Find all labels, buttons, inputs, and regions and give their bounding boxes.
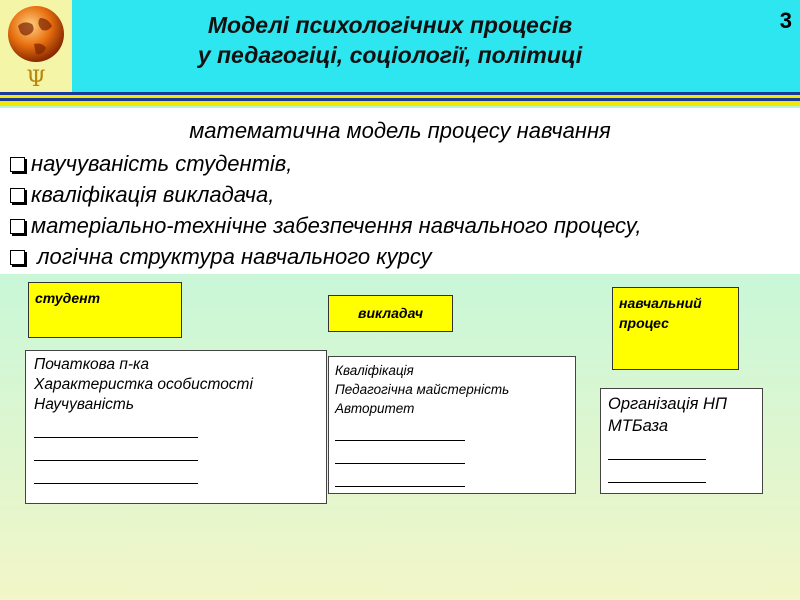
process-label-line-1: навчальний — [619, 295, 702, 311]
list-item-text: матеріально-технічне забезпечення навчального процесу, — [31, 213, 642, 238]
blank-line — [34, 483, 198, 484]
checkbox-bullet-icon — [10, 157, 25, 172]
teacher-label: викладач — [357, 305, 424, 321]
checkbox-bullet-icon — [10, 188, 25, 203]
process-details-box — [600, 388, 763, 494]
list-item-text: научуваність студентів, — [31, 151, 293, 176]
learning-process-box — [612, 287, 739, 370]
page-title — [100, 10, 680, 70]
detail-line: Педагогічна майстерність — [335, 382, 510, 397]
blank-line — [335, 486, 465, 487]
blank-line — [608, 459, 706, 460]
detail-line: Научуваність — [34, 396, 134, 413]
teacher-details-box — [328, 356, 576, 494]
blank-line — [335, 440, 465, 441]
blank-line — [34, 437, 198, 438]
student-details-box — [25, 350, 327, 504]
detail-line: МТБаза — [608, 417, 669, 435]
blank-line — [34, 460, 198, 461]
blank-line — [608, 482, 706, 483]
slide-number: 3 — [779, 8, 792, 33]
list-item — [10, 179, 641, 210]
checkbox-bullet-icon — [10, 250, 25, 265]
list-item — [10, 241, 641, 272]
title-line-2: у педагогіці, соціології, політиці — [197, 42, 583, 68]
model-subheading: математична модель процесу навчання — [189, 118, 611, 143]
list-item-text: кваліфікація викладача, — [31, 182, 275, 207]
detail-line: Початкова п-ка — [34, 356, 149, 373]
list-item — [10, 148, 641, 179]
svg-text:Ψ: Ψ — [26, 67, 46, 92]
student-label: студент — [35, 290, 101, 306]
process-label-line-2: процес — [619, 315, 669, 331]
factor-list — [10, 148, 641, 272]
detail-line: Авторитет — [335, 401, 415, 416]
title-line-1: Моделі психологічних процесів — [207, 12, 573, 38]
detail-line: Кваліфікація — [335, 363, 414, 378]
student-box — [28, 282, 182, 338]
list-item — [10, 210, 641, 241]
slide-header — [0, 0, 800, 92]
checkbox-bullet-icon — [10, 219, 25, 234]
globe-psi-logo-icon — [0, 0, 72, 92]
content-panel — [0, 108, 800, 274]
header-stripes — [0, 92, 800, 106]
detail-line: Організація НП — [608, 395, 727, 413]
detail-line: Характеристка особистості — [34, 376, 253, 393]
list-item-text: логічна структура навчального курсу — [31, 244, 432, 269]
blank-line — [335, 463, 465, 464]
teacher-box — [328, 295, 453, 332]
